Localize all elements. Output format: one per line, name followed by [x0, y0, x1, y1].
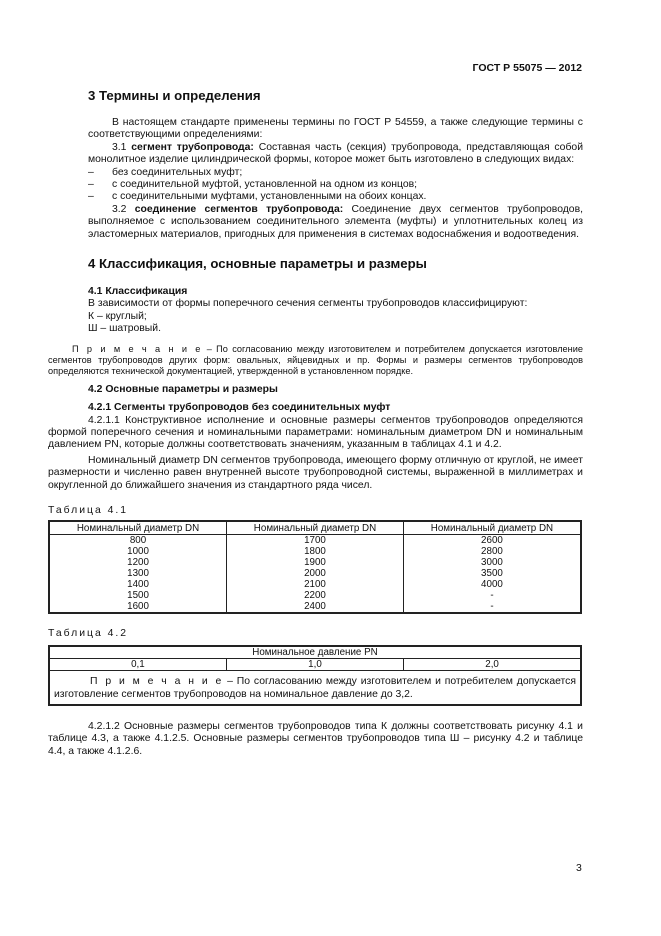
table-cell: 2000	[227, 568, 404, 579]
table-cell: 0,1	[49, 658, 226, 670]
document-header: ГОСТ Р 55075 — 2012	[472, 62, 582, 74]
list-item-text: без соединительных муфт;	[112, 166, 243, 178]
table-cell: 1700	[227, 535, 404, 547]
table-cell: 1500	[49, 590, 227, 601]
section-4-1-heading: 4.1 Классификация	[88, 286, 188, 298]
table-cell: 1200	[49, 557, 227, 568]
section-4-2-1-title	[88, 402, 583, 414]
table-cell: 1800	[227, 546, 404, 557]
note-4-1	[48, 344, 583, 377]
table-cell: 1300	[49, 568, 227, 579]
table-cell: 2100	[227, 579, 404, 590]
table-cell: 4000	[403, 579, 581, 590]
list-dash: –	[88, 166, 94, 178]
table-row	[49, 601, 581, 613]
note-label: П р и м е ч а н и е	[90, 675, 224, 687]
table-row	[49, 535, 581, 547]
type-sh: Ш – шатровый.	[88, 323, 161, 335]
para-4-2-1-2: 4.2.1.2 Основные размеры сегментов трубопроводов типа К должны соответствовать рисунку 4.1 и таблице 4.3, а также 4.1.2.5. Основные размеры сегментов трубопроводов типа Ш – рисунку 4.2 и таблице 4.4, а также 4.1.2.6.	[48, 720, 583, 757]
term-3-2-definition: Соединение двух сегментов трубопроводов, выполняемое с использованием соединительного элемента (муфты) и уплотнительных колец из эластомерных материалов, пригодных для применения в системах водоснабжения и водоотведения.	[88, 203, 583, 240]
table-cell: 800	[49, 535, 227, 547]
table-4-1-caption: Таблица 4.1	[48, 504, 129, 516]
table-row	[49, 557, 581, 568]
section-4-2-1-heading: 4.2.1 Сегменты трубопроводов без соединительных муфт	[88, 402, 391, 414]
table-header-cell: Номинальный диаметр DN	[227, 521, 404, 535]
table-cell: -	[403, 590, 581, 601]
list-item-text: с соединительными муфтами, установленными на обоих концах.	[112, 191, 427, 203]
table-cell: 2400	[227, 601, 404, 613]
table-4-2-caption: Таблица 4.2	[48, 628, 129, 640]
table-cell: 1000	[49, 546, 227, 557]
segment-types-list	[88, 167, 583, 204]
table-4-2-note	[49, 670, 581, 705]
table-cell: 1400	[49, 579, 227, 590]
type-k: К – круглый;	[88, 310, 147, 322]
table-header-cell: Номинальный диаметр DN	[49, 521, 227, 535]
list-item-text: с соединительной муфтой, установленной на одном из концов;	[112, 179, 418, 191]
table-cell: 1600	[49, 601, 227, 613]
section-3-title: 3 Термины и определения	[88, 88, 261, 103]
table-header-cell: Номинальный диаметр DN	[403, 521, 581, 535]
term-3-2-number: 3.2	[112, 203, 135, 215]
note-text: – По согласованию между изготовителем и потребителем допускается изготовление сегментов трубопроводов на номинальное давление до 3,2.	[54, 675, 576, 700]
table-row	[49, 568, 581, 579]
section-3-intro: В настоящем стандарте применены термины по ГОСТ Р 54559, а также следующие термины с соответствующими определениями:	[88, 117, 583, 141]
table-cell: 2200	[227, 590, 404, 601]
table-row	[49, 658, 581, 670]
table-cell: 1900	[227, 557, 404, 568]
section-4-2-heading: 4.2 Основные параметры и размеры	[88, 383, 278, 395]
table-cell: 2600	[403, 535, 581, 547]
page-number: 3	[576, 862, 582, 874]
list-dash: –	[88, 179, 94, 191]
term-3-2-term: соединение сегментов трубопровода:	[134, 203, 344, 215]
table-row	[49, 546, 581, 557]
table-cell: -	[403, 601, 581, 613]
list-item	[88, 191, 583, 203]
note-text: – По согласованию между изготовителем и потребителем допускается изготовление сегментов трубопроводов других форм: овальных, яйцевидных и пр. Формы и размеры сегментов трубопроводов определяются технической документацией, утвержденной в установленном порядке.	[48, 343, 583, 376]
table-cell: 3500	[403, 568, 581, 579]
term-3-1-definition: Составная часть (секция) трубопровода, представляющая собой монолитное изделие цилиндрической формы, которое может быть изготовлено в следующих видах:	[88, 141, 583, 166]
table-4-1	[48, 520, 582, 614]
note-label: П р и м е ч а н и е	[72, 343, 203, 354]
term-3-2	[88, 204, 583, 241]
table-cell: 2800	[403, 546, 581, 557]
term-3-1-number: 3.1	[112, 141, 132, 153]
para-4-2-1-1: 4.2.1.1 Конструктивное исполнение и основные размеры сегментов трубопроводов определяются формой поперечного сечения и номинальными параметрами: номинальным диаметром DN и номинальным давлением PN, которые должны соответствовать значениям, указанным в таблицах 4.1 и 4.2.	[48, 414, 583, 451]
section-4-1-title	[88, 286, 583, 298]
table-row	[49, 579, 581, 590]
table-cell: 2,0	[404, 658, 581, 670]
table-cell: 1,0	[226, 658, 403, 670]
table-4-2	[48, 645, 582, 706]
section-4-1-text: В зависимости от формы поперечного сечения сегменты трубопроводов классифицируют:	[88, 298, 528, 310]
table-header-cell: Номинальное давление PN	[49, 646, 581, 659]
term-3-1	[88, 142, 583, 167]
list-dash: –	[88, 191, 94, 203]
list-item	[88, 167, 583, 179]
section-4-2-title	[88, 384, 583, 396]
para-dn: Номинальный диаметр DN сегментов трубопровода, имеющего форму отличную от круглой, не имеет размерности и численно равен внутренней высоте трубопроводной системы, выраженной в миллиметрах и округленной до ближайшего значения из стандартного ряда чисел.	[48, 454, 583, 491]
table-cell: 3000	[403, 557, 581, 568]
page-content	[48, 88, 583, 758]
section-4-title: 4 Классификация, основные параметры и размеры	[88, 256, 427, 272]
table-row	[49, 590, 581, 601]
term-3-1-term: сегмент трубопровода:	[131, 141, 254, 153]
list-item	[88, 179, 583, 191]
